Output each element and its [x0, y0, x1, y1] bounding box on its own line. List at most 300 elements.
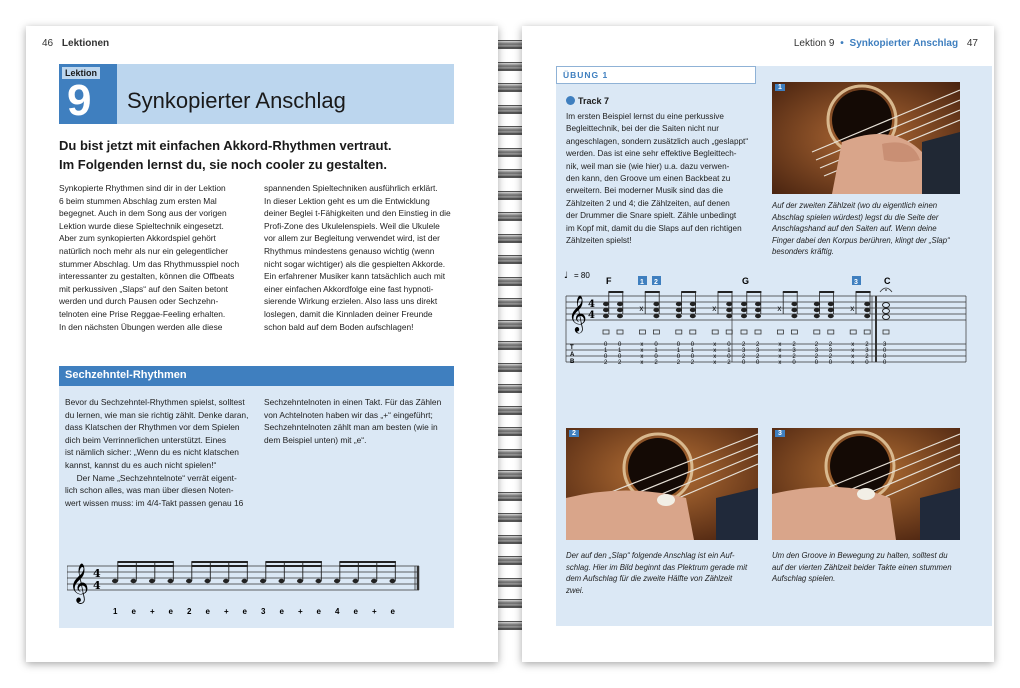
chord-note	[741, 308, 747, 312]
tab-number: 2	[814, 342, 819, 348]
photo-3-caption	[772, 550, 972, 585]
intro-line: Du bist jetzt mit einfachen Akkord-Rhythmen vertraut.	[59, 138, 392, 153]
tab-number: 2	[865, 342, 869, 348]
ukulele-photo-1	[772, 82, 960, 194]
tab-label-b: B	[570, 359, 575, 365]
tab-number: 3	[865, 348, 869, 354]
body-column-1	[59, 182, 259, 333]
count-label: e	[279, 607, 284, 616]
chord-note	[676, 314, 682, 318]
tab-number: x	[640, 342, 644, 348]
text-line: Bevor du Sechzehntel-Rhythmen spielst, solltest	[65, 397, 245, 407]
chord-note	[814, 308, 820, 312]
tab-number: x	[851, 360, 855, 366]
tab-number: 0	[792, 360, 796, 366]
chord-note	[864, 314, 870, 318]
marker-1-label: 1	[640, 279, 644, 286]
treble-clef-icon: 𝄞	[69, 563, 90, 603]
tab-number: 0	[883, 354, 887, 360]
counting-row	[113, 607, 396, 616]
time-signature-top: 4	[588, 299, 595, 310]
chord-note	[814, 314, 820, 318]
caption-line: Abschlag spielen würdest) legst du die Seite der	[772, 212, 939, 222]
tab-number: 0	[814, 360, 819, 366]
chord-note	[603, 308, 609, 312]
chord-f: F	[606, 276, 612, 286]
tab-number: 2	[604, 360, 608, 366]
text-line: sierende Wirkung erzielen. Also lass uns direkt	[264, 296, 438, 307]
tab-number: 3	[814, 348, 819, 354]
sixteenth-note	[186, 579, 192, 583]
tab-number: 0	[654, 342, 658, 348]
sixteenth-note	[260, 579, 266, 583]
upstroke-icon	[726, 330, 732, 334]
text-line: begegnet. Auch in dem Song aus der vorigen	[59, 208, 227, 219]
beam	[265, 561, 322, 563]
text-line: natürlich noch mehr als nur ein gelegentlicher	[59, 245, 228, 256]
tab-number: 0	[883, 360, 887, 366]
tab-number: x	[778, 342, 782, 348]
sixteenth-note	[353, 579, 359, 583]
sixteenth-note	[334, 579, 340, 583]
tab-number: 0	[604, 342, 608, 348]
caption-line: dem Aufschlag für die zweite Hälfte von Zählzeit	[566, 574, 733, 584]
tab-number: 3	[828, 348, 833, 354]
whole-note	[883, 315, 890, 320]
photo-2	[566, 428, 758, 540]
text-line: Synkopierte Rhythmen sind dir in der Lektion	[59, 183, 226, 193]
text-line: deiner Beglei t-Fähigkeiten und den Einstieg in die	[264, 208, 451, 219]
lesson-number: 9	[67, 76, 92, 125]
chord-note	[617, 308, 623, 312]
text-line: mit perkussiven „Slaps“ auf den Saiten betont	[59, 283, 228, 294]
beam	[856, 291, 871, 293]
exercise-panel	[556, 66, 992, 626]
chord-note	[653, 308, 659, 312]
text-line: loslegen, damit die Kinnladen deiner Freunde	[264, 308, 433, 319]
count-label: +	[298, 607, 303, 616]
chord-note	[653, 302, 659, 306]
photo-3	[772, 428, 960, 540]
right-page-number: 47	[966, 38, 978, 49]
quarter-note-icon: ♩	[564, 271, 569, 281]
tab-number: 2	[742, 354, 746, 360]
tab-number: 1	[676, 348, 681, 354]
downstroke-icon	[639, 330, 645, 334]
text-line: erweitern. Bei moderner Musik sind das die	[566, 186, 723, 196]
chord-g: G	[742, 276, 750, 286]
left-section-title: Lektionen	[61, 38, 110, 49]
tab-number: 2	[618, 360, 622, 366]
text-line: dich beim Verrinnerlichen unterstützt. Eines	[65, 434, 227, 445]
chord-note	[726, 302, 732, 306]
tab-number: x	[778, 348, 782, 354]
track-text: Track 7	[578, 96, 610, 106]
exercise-notation	[562, 266, 990, 406]
count-label: e	[205, 607, 210, 616]
tab-number: x	[713, 348, 717, 354]
upstroke-icon	[690, 330, 696, 334]
tab-number: 0	[727, 342, 731, 348]
count-label: e	[131, 607, 136, 616]
count-label: 3	[261, 607, 266, 616]
text-line: Lektion wurde diese Spieltechnik eingesetzt.	[59, 220, 224, 231]
count-label: e	[353, 607, 358, 616]
fermata-icon	[880, 288, 892, 292]
exercise-text	[566, 111, 766, 247]
text-line: lich schon alles, was man über diesen Noten-	[65, 485, 234, 496]
sixteenth-note	[131, 579, 137, 583]
text-line: wert wissen muss: im 4/4-Takt passen genau 16	[65, 497, 244, 508]
tab-number: 2	[865, 354, 869, 360]
chord-note	[755, 302, 761, 306]
text-line: schon bald auf dem Boden aufschlagen!	[264, 321, 414, 332]
sixteenth-note	[371, 579, 377, 583]
tab-number: x	[778, 360, 782, 366]
sixteenth-note	[168, 579, 174, 583]
chord-note	[726, 314, 732, 318]
chord-note	[690, 314, 696, 318]
tab-number: x	[851, 342, 855, 348]
count-label: e	[316, 607, 321, 616]
tab-number: 2	[828, 342, 833, 348]
text-line: im Kopf mit, damit du die Slaps auf den richtigen	[566, 223, 742, 233]
text-line: dass Klatschen der Rhythmen vor dem Spielen	[65, 422, 240, 433]
treble-clef-icon: 𝄞	[568, 294, 587, 332]
tab-number: x	[713, 342, 717, 348]
chord-note	[791, 314, 797, 318]
box-title: Sechzehntel-Rhythmen	[59, 366, 454, 386]
beam	[681, 291, 696, 293]
photo-2-caption	[566, 550, 771, 596]
text-line: Im ersten Beispiel lernst du eine perkussive	[566, 112, 724, 121]
text-line: nik, weil man sie (wie hier) u.a. dazu verwen-	[566, 161, 730, 171]
sixteenth-notation	[67, 556, 427, 626]
sixteenth-note	[390, 579, 396, 583]
sixteenth-note	[223, 579, 229, 583]
beam	[746, 291, 761, 293]
tab-number: 2	[828, 354, 833, 360]
tab-number: x	[640, 360, 644, 366]
downstroke-icon	[777, 330, 783, 334]
text-line: kannst, kannst du es auch nicht spielen!“	[65, 459, 217, 470]
sixteenth-note	[149, 579, 155, 583]
left-page	[26, 26, 498, 662]
tab-number: x	[851, 348, 855, 354]
downstroke-icon	[676, 330, 682, 334]
time-signature-top: 4	[93, 567, 101, 580]
tab-number: 0	[618, 342, 622, 348]
text-line: der Drummer die Snare spielt. Zähle unbedingt	[566, 211, 737, 221]
body-column-2	[264, 182, 464, 333]
photo-number: 2	[569, 430, 579, 437]
tab-number: x	[851, 354, 855, 360]
tempo-marking: = 80	[574, 271, 590, 280]
upstroke-icon	[653, 330, 659, 334]
chord-note	[617, 314, 623, 318]
photo-number: 1	[775, 84, 785, 91]
tab-number: 0	[654, 354, 658, 360]
tab-number: 0	[742, 360, 746, 366]
intro-line: Im Folgenden lernst du, sie noch cooler zu gestalten.	[59, 157, 387, 172]
right-lesson-ref: Lektion 9	[793, 38, 835, 49]
tab-number: 2	[727, 360, 731, 366]
beam	[783, 291, 798, 293]
chord-note	[828, 308, 834, 312]
count-label: e	[242, 607, 247, 616]
tab-number: x	[640, 354, 644, 360]
chord-note	[828, 302, 834, 306]
text-line: Zählzeiten spielst!	[566, 236, 632, 246]
text-line: werden und durch Pausen oder Sechzehn-	[59, 296, 219, 307]
downstroke-icon	[883, 330, 889, 334]
tab-number: x	[713, 360, 717, 366]
chord-note	[690, 302, 696, 306]
text-line: angeschlagen, sondern zusätzlich auch „geslappt“	[566, 136, 749, 146]
tab-number: x	[640, 348, 644, 354]
staff-lines	[67, 566, 419, 590]
count-label: e	[168, 607, 173, 616]
track-label	[566, 96, 609, 106]
upstroke-icon	[791, 330, 797, 334]
caption-line: Auf der zweiten Zählzeit (wo du eigentlich einen	[772, 201, 938, 210]
chord-note	[653, 314, 659, 318]
photo-number: 3	[775, 430, 785, 437]
photo-1	[772, 82, 960, 194]
tab-number: 3	[883, 342, 887, 348]
text-line: 6 beim stummen Abschlag zum ersten Mal	[59, 195, 217, 206]
text-line: Begleittechnik, bei der die Saiten nicht nur	[566, 124, 719, 134]
tab-number: 2	[756, 354, 760, 360]
tab-number: 0	[618, 354, 622, 360]
count-label: 4	[335, 607, 340, 616]
count-label: 2	[187, 607, 192, 616]
lesson-header	[59, 64, 454, 124]
tab-number: 1	[618, 348, 622, 354]
chord-note	[755, 308, 761, 312]
downstroke-icon	[603, 330, 609, 334]
right-page	[522, 26, 994, 662]
text-line: In dieser Lektion geht es um die Entwicklung	[264, 195, 430, 206]
tab-number: 2	[814, 354, 819, 360]
box-column-2	[264, 396, 454, 446]
ukulele-photo-3	[772, 428, 960, 540]
tab-number: 2	[756, 342, 760, 348]
chord-note	[864, 308, 870, 312]
exercise-label: ÜBUNG 1	[556, 66, 756, 84]
lesson-label: Lektion	[62, 67, 100, 79]
box-column-1	[65, 396, 260, 509]
tab-number: 1	[727, 348, 731, 354]
count-label: e	[390, 607, 395, 616]
text-line: einer einfachen Akkordfolge eine fast hypnoti-	[264, 283, 434, 294]
tab-number: 2	[654, 360, 658, 366]
caption-line: Finger dabei den Korpus berühren, klingt der „Slap“	[772, 235, 950, 245]
text-line: In den nächsten Übungen werden alle diese	[59, 321, 223, 332]
chord-note	[814, 302, 820, 306]
tab-number: 0	[690, 354, 695, 360]
count-label: +	[150, 607, 155, 616]
tab-number: 0	[676, 354, 681, 360]
chord-note	[791, 302, 797, 306]
text-line: interessanter zu gestalten, können die Offbeats	[59, 271, 235, 282]
chord-note	[690, 308, 696, 312]
chord-note	[741, 302, 747, 306]
right-lesson-title: Synkopierter Anschlag	[849, 38, 959, 49]
text-line: Sechzehntelnoten zählt man am besten (wie in	[264, 422, 438, 433]
beam	[645, 291, 660, 293]
beam	[819, 291, 834, 293]
beam	[191, 565, 248, 567]
tab-number: 2	[792, 354, 796, 360]
chord-note	[755, 314, 761, 318]
beam	[265, 565, 322, 567]
text-line: Aber zum synkopierten Akkordspiel gehört	[59, 233, 216, 244]
slap-note: x	[712, 304, 717, 313]
sixteenth-note	[279, 579, 285, 583]
tab-number: 3	[756, 348, 760, 354]
text-line: dem Beispiel unten) mit „e“.	[264, 434, 367, 445]
sixteenth-note	[242, 579, 248, 583]
tab-number: 0	[883, 348, 887, 354]
cd-icon	[566, 96, 575, 105]
tab-number: 0	[756, 360, 760, 366]
tab-number: 3	[792, 348, 796, 354]
text-line: Profi-Zone des Ukulelenspiels. Weil die Ukulele	[264, 220, 440, 231]
upstroke-icon	[864, 330, 870, 334]
time-signature-bottom: 4	[93, 579, 101, 592]
chord-note	[617, 302, 623, 306]
left-page-number: 46	[42, 38, 54, 49]
chord-note	[676, 308, 682, 312]
tab-label-t: T	[570, 345, 574, 351]
tab-number: 2	[676, 360, 681, 366]
caption-line: zwei.	[566, 585, 584, 595]
tab-number: 2	[690, 360, 695, 366]
text-line: telnoten eine Prise Reggae-Feeling erhalten.	[59, 308, 226, 319]
text-line: von Achtelnoten haben wir das „+“ eingeführt;	[264, 409, 433, 420]
beam	[718, 291, 733, 293]
slap-note: x	[777, 304, 782, 313]
sixteenth-rhythms-box	[59, 366, 454, 628]
tab-number: 3	[742, 348, 746, 354]
marker-2-label: 2	[654, 279, 658, 286]
beam	[339, 565, 396, 567]
tab-number: 1	[604, 348, 608, 354]
sixteenth-note	[112, 579, 118, 583]
tab-number: x	[778, 354, 782, 360]
tab-number: 0	[676, 342, 681, 348]
text-line: den kann, den Groove um einen Backbeat zu	[566, 174, 731, 184]
chord-note	[864, 302, 870, 306]
tab-number: 0	[865, 360, 869, 366]
sixteenth-note	[297, 579, 303, 583]
time-signature-bottom: 4	[588, 310, 595, 321]
caption-line: auf der vierten Zählzeit beider Takte einen stummen	[772, 562, 952, 572]
text-line: Zählzeiten 2 und 4; die Zählzeiten, auf denen	[566, 198, 730, 208]
ukulele-photo-2	[566, 428, 758, 540]
caption-line: schlag. Hier im Bild beginnt das Plektrum gerade mit	[566, 562, 748, 572]
tab-number: 0	[828, 360, 833, 366]
tab-number: 2	[742, 342, 746, 348]
count-label: +	[372, 607, 377, 616]
caption-line: Anschlagshand auf den Saiten auf. Wenn deine	[772, 224, 937, 234]
sixteenth-note	[316, 579, 322, 583]
chord-note	[603, 314, 609, 318]
beam	[339, 561, 396, 563]
text-line: Sechzehntelnoten in einen Takt. Für das Zählen	[264, 397, 442, 407]
text-line: Der Name „Sechzehntelnote“ verrät eigent-	[65, 472, 237, 483]
caption-line: besonders kräftig.	[772, 247, 834, 257]
downstroke-icon	[741, 330, 747, 334]
beam	[117, 565, 173, 567]
beam	[117, 561, 173, 563]
text-line: du lernen, wie man sie richtig zählt. Denke daran,	[65, 409, 249, 420]
slap-note: x	[850, 304, 855, 313]
right-running-head	[794, 38, 978, 49]
count-label: 1	[113, 607, 118, 616]
upstroke-icon	[828, 330, 834, 334]
caption-line: Um den Groove in Bewegung zu halten, solltest du	[772, 551, 948, 560]
text-line: ist nämlich sicher: „Wenn du es nicht klatschen	[65, 447, 239, 458]
text-line: werden. Das ist eine sehr effektive Begleittech-	[566, 149, 737, 159]
upstroke-icon	[755, 330, 761, 334]
separator-dot: •	[840, 38, 844, 49]
tab-number: 2	[792, 342, 796, 348]
caption-line: Aufschlag spielen.	[772, 574, 836, 584]
tab-number: x	[713, 354, 717, 360]
notation-staff	[566, 296, 966, 362]
downstroke-icon	[850, 330, 856, 334]
chord-note	[676, 302, 682, 306]
chord-note	[726, 308, 732, 312]
tab-number: 0	[727, 354, 731, 360]
count-label: +	[224, 607, 229, 616]
chord-note	[603, 302, 609, 306]
upstroke-icon	[617, 330, 623, 334]
lesson-number-box	[59, 64, 117, 124]
text-line: Ein erfahrener Musiker kann tatsächlich auch mit	[264, 271, 446, 282]
text-line: vor allem zur Begleitung verwendet wird, ist der	[264, 233, 440, 244]
lesson-title: Synkopierter Anschlag	[127, 88, 346, 113]
marker-3-label: 3	[854, 279, 858, 286]
beam	[191, 561, 248, 563]
photo-1-caption	[772, 200, 972, 258]
sixteenth-note	[205, 579, 211, 583]
chord-note	[828, 314, 834, 318]
chord-note	[741, 314, 747, 318]
text-line: Rhythmus mindestens genauso wichtig (wenn	[264, 245, 435, 256]
downstroke-icon	[712, 330, 718, 334]
text-line: nicht sogar wichtiger) als die gespielten Akkorde.	[264, 258, 446, 269]
text-line: spannenden Spieltechniken ausführlich erklärt.	[264, 183, 438, 193]
tab-number: 1	[654, 348, 658, 354]
downstroke-icon	[814, 330, 820, 334]
tab-label-a: A	[570, 352, 575, 358]
tab-number: 0	[690, 342, 695, 348]
chord-note	[791, 308, 797, 312]
caption-line: Der auf den „Slap“ folgende Anschlag ist ein Auf-	[566, 551, 735, 560]
text-line: stummer Abschlag. Um das Rhythmusspiel noch	[59, 258, 240, 269]
tab-number: 0	[604, 354, 608, 360]
intro-text	[59, 136, 459, 174]
whole-note	[883, 303, 890, 308]
chord-c: C	[884, 276, 891, 286]
whole-note	[883, 309, 890, 314]
beam	[608, 291, 623, 293]
slap-note: x	[639, 304, 644, 313]
tab-number: 1	[690, 348, 695, 354]
